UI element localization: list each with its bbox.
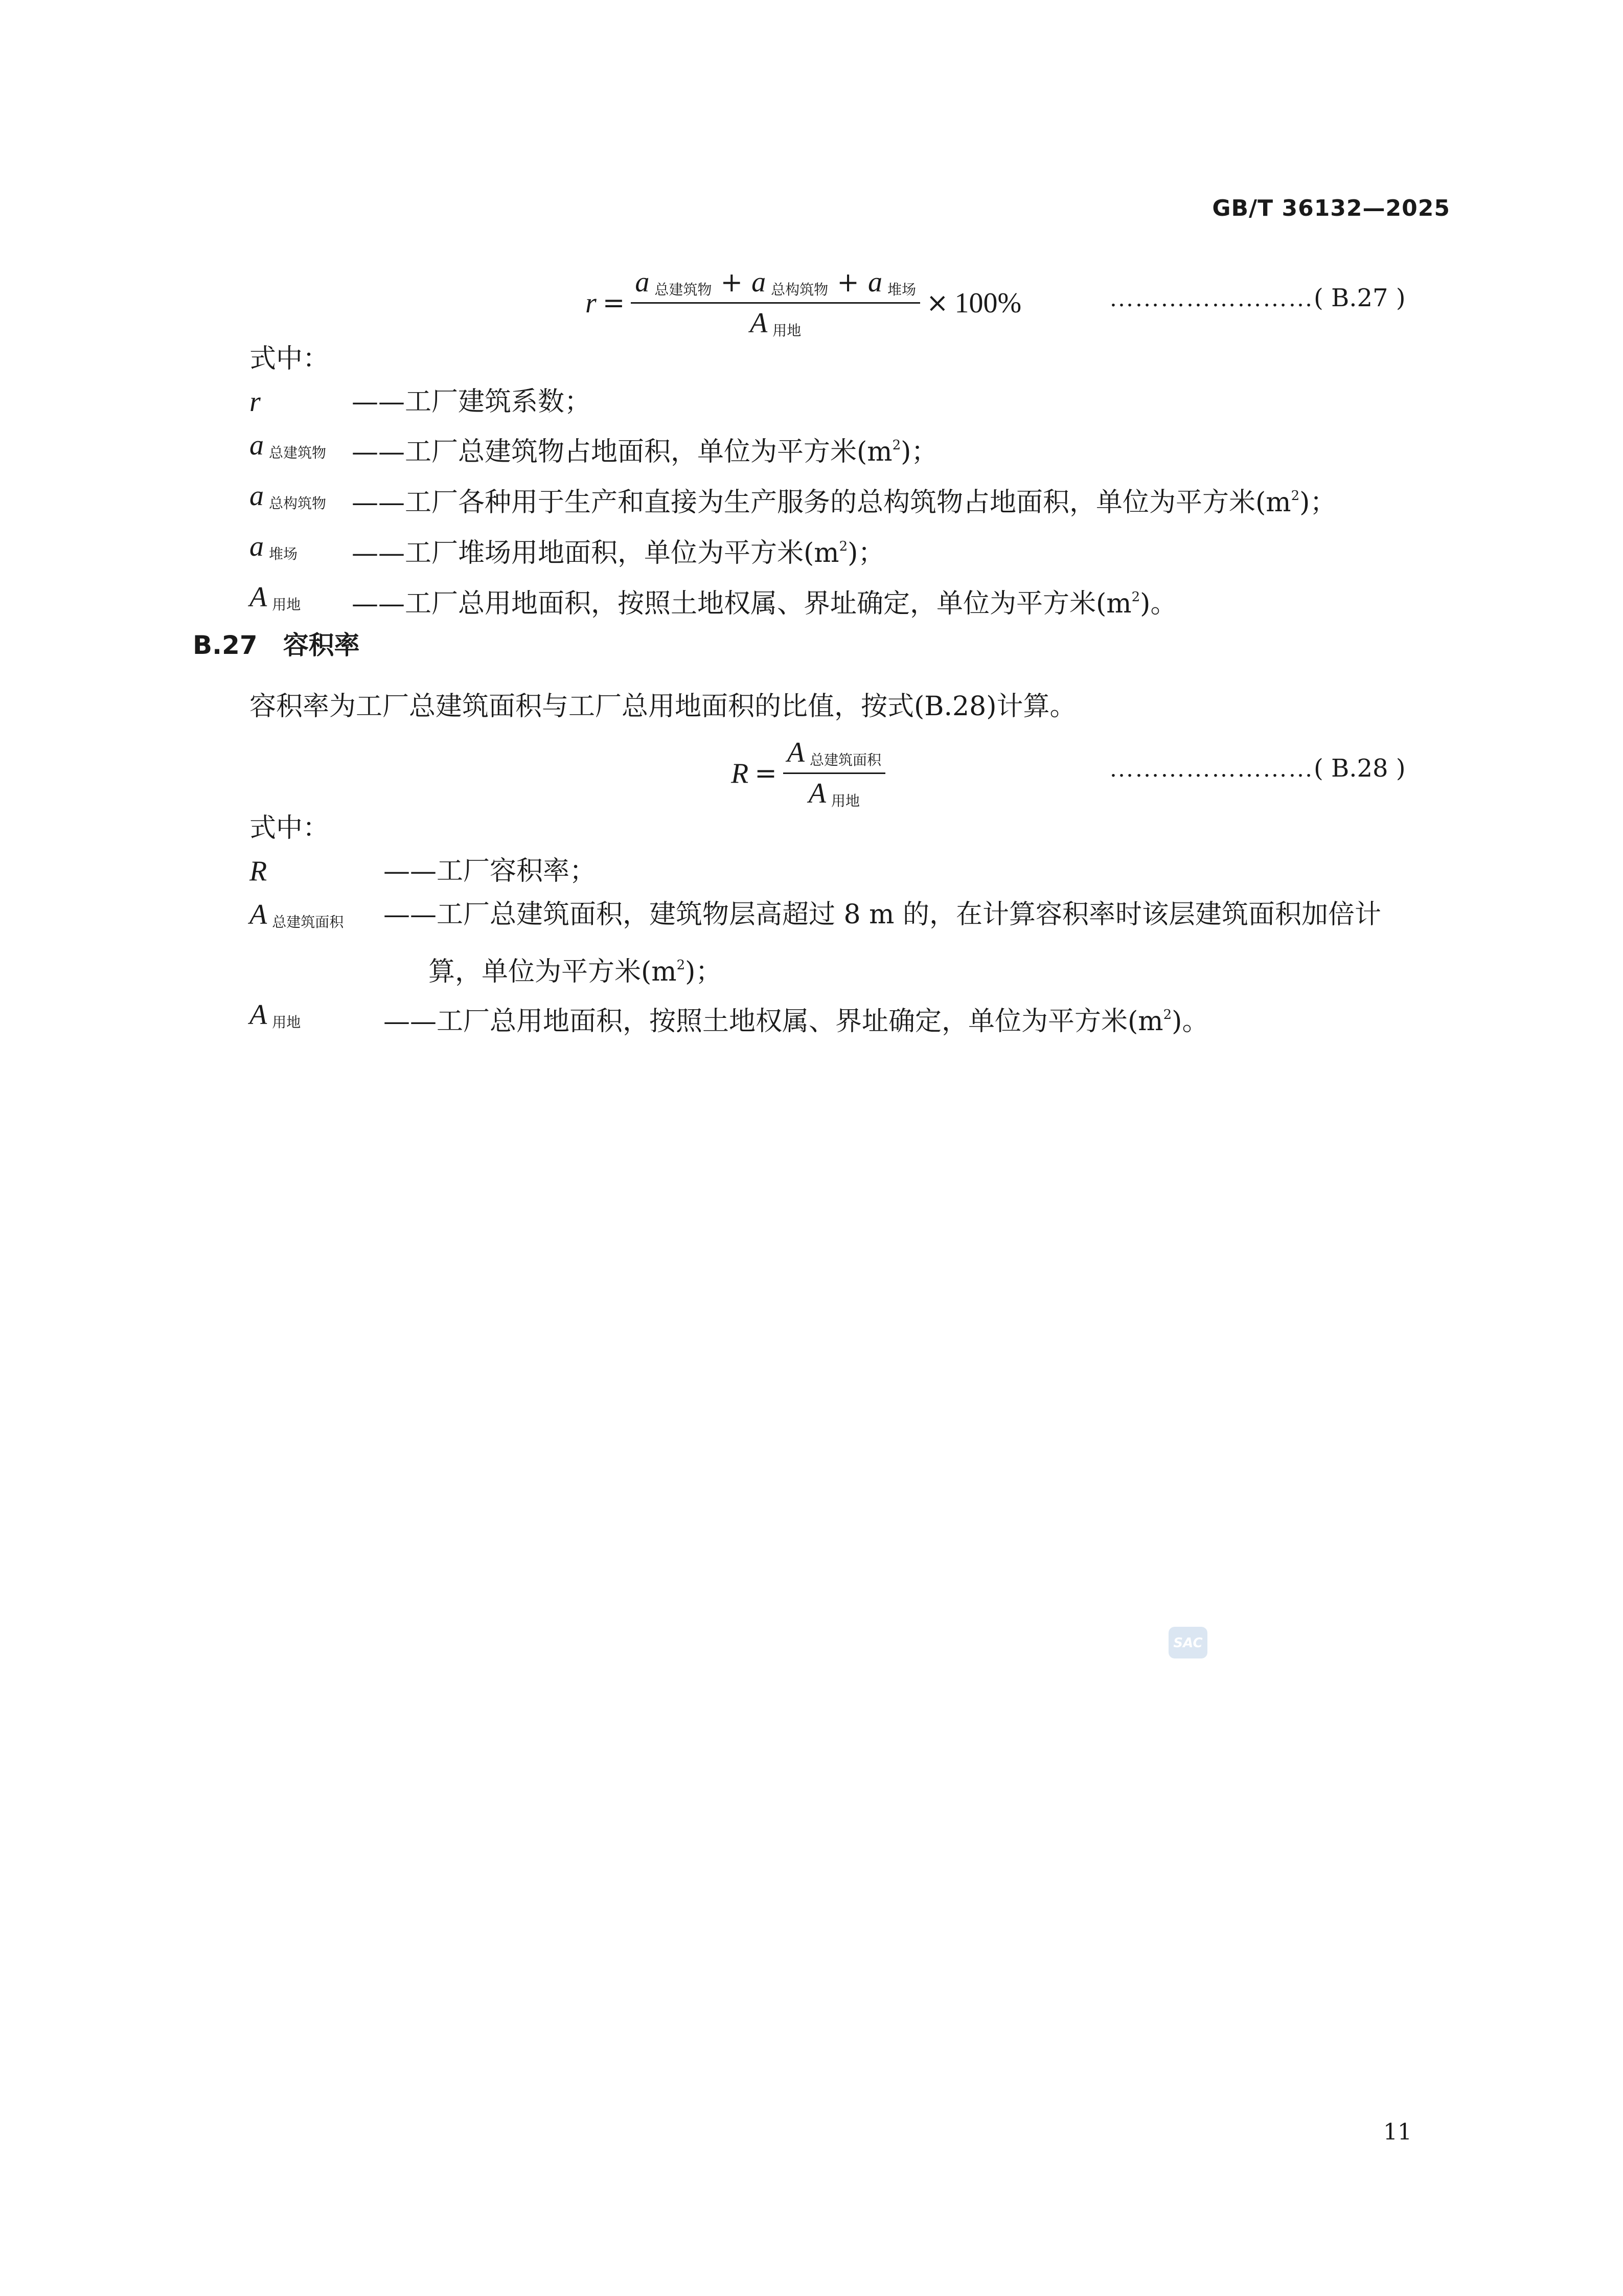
eq-b28-sub: 总建筑面积: [810, 752, 882, 768]
eq-b27-denominator: [631, 304, 920, 340]
superscript: 2: [676, 958, 685, 973]
eq-b28-numerator: [783, 736, 885, 774]
eq-b28-denominator: [783, 774, 885, 810]
where-desc-tail: )；: [848, 538, 885, 569]
sac-logo: [1168, 1625, 1208, 1661]
eq-b27-percent: 100%: [954, 287, 1022, 319]
eq-b27-times: ×: [926, 287, 949, 319]
where-desc: ——工厂总用地面积，按照土地权属、界址确定，单位为平方米(m: [352, 588, 1132, 619]
where-block-1: [249, 337, 1336, 626]
where-item: [249, 576, 1336, 626]
eq-b27-sub: 总建筑物: [654, 281, 712, 298]
where-subscript: 总构筑物: [269, 495, 327, 512]
eq-b28-label: ( B.28 ): [1314, 754, 1406, 783]
eq-b27-sub: 用地: [772, 322, 802, 339]
where-desc-tail: )。: [1140, 588, 1177, 619]
equation-b28: [731, 736, 885, 810]
where-item: [249, 424, 1336, 474]
eq-b28-sub: 用地: [831, 792, 860, 809]
eq-b28-equals: =: [755, 758, 777, 789]
eq-b27-var: A: [750, 307, 768, 339]
eq-b27-var: a: [867, 266, 882, 298]
where-subscript: 用地: [272, 596, 301, 613]
where-desc-tail: )；: [901, 437, 938, 467]
section-title: 容积率: [283, 630, 360, 660]
eq-b27-sub: 总构筑物: [771, 281, 829, 298]
where-item: [249, 380, 1336, 424]
eq-b28-fraction: [783, 736, 885, 810]
where-item: [249, 850, 1381, 893]
eq-b28-var: A: [787, 737, 805, 768]
where-subscript: 用地: [272, 1014, 301, 1031]
where-desc: ——工厂总建筑面积，建筑物层高超过 8 m 的，在计算容积率时该层建筑面积加倍计: [383, 899, 1381, 930]
where-desc-tail: )。: [1172, 1006, 1209, 1037]
page-number: 11: [1383, 2119, 1412, 2145]
where-desc-tail: )；: [1299, 487, 1337, 518]
where-desc-cont: 算，单位为平方米(m: [428, 957, 677, 987]
where-symbol: A: [249, 899, 267, 930]
eq-b28-lhs: R: [731, 757, 749, 789]
where-symbol: A: [249, 999, 267, 1031]
section-heading: [193, 625, 360, 662]
where-block-2: [249, 807, 1381, 1044]
where-item-continuation: [249, 944, 1381, 993]
eq-b28-var: A: [808, 778, 827, 809]
eq-b27-plus: +: [720, 267, 743, 298]
where-symbol: A: [249, 581, 267, 613]
eq-b27-equals: =: [602, 287, 625, 319]
where-desc: ——工厂容积率；: [383, 856, 597, 886]
eq-b27-numerator: [631, 266, 920, 304]
paragraph: 容积率为工厂总建筑面积与工厂总用地面积的比值，按式(B.28)计算。: [249, 691, 1077, 722]
where-symbol: a: [249, 429, 264, 461]
superscript: 2: [839, 539, 848, 554]
where-subscript: 堆场: [269, 545, 298, 562]
where-subscript: 总建筑物: [269, 444, 327, 461]
superscript: 2: [1291, 488, 1300, 504]
eq-b27-sub: 堆场: [887, 281, 916, 298]
svg-text:SAC: SAC: [1173, 1635, 1203, 1651]
eq-b27-label: ( B.27 ): [1314, 284, 1406, 312]
where-item: [249, 893, 1381, 944]
where-desc-tail: )；: [685, 957, 722, 987]
where-subscript: 总建筑面积: [272, 914, 344, 930]
where-symbol: a: [249, 531, 264, 562]
eq-b28-dots: ……………………: [1109, 755, 1314, 782]
where-desc: ——工厂总建筑物占地面积，单位为平方米(m: [352, 437, 893, 467]
where-desc: ——工厂堆场用地面积，单位为平方米(m: [352, 538, 839, 569]
where-desc: ——工厂建筑系数；: [352, 387, 591, 417]
eq-b27-var: a: [751, 266, 766, 298]
eq-b27-number: [1109, 284, 1406, 312]
where-symbol: r: [249, 386, 261, 418]
where-item: [249, 525, 1336, 576]
eq-b28-number: [1109, 754, 1406, 783]
eq-b27-var: a: [635, 266, 650, 298]
eq-b27-fraction: [631, 266, 920, 340]
equation-b27: [585, 266, 1021, 340]
where-label: 式中：: [249, 344, 330, 374]
where-item: [249, 474, 1336, 525]
where-label: 式中：: [249, 813, 330, 844]
superscript: 2: [1131, 589, 1140, 605]
where-symbol: R: [249, 855, 267, 887]
where-symbol: a: [249, 480, 264, 512]
where-desc: ——工厂总用地面积，按照土地权属、界址确定，单位为平方米(m: [383, 1006, 1163, 1037]
eq-b27-dots: ……………………: [1109, 285, 1314, 312]
superscript: 2: [892, 438, 901, 453]
standard-number: GB/T 36132—2025: [1212, 195, 1450, 221]
eq-b27-lhs: r: [585, 287, 597, 319]
where-desc: ——工厂各种用于生产和直接为生产服务的总构筑物占地面积，单位为平方米(m: [352, 487, 1291, 518]
section-number: B.27: [193, 630, 258, 660]
where-item: [249, 993, 1381, 1044]
eq-b27-plus: +: [837, 267, 859, 298]
superscript: 2: [1163, 1007, 1172, 1022]
